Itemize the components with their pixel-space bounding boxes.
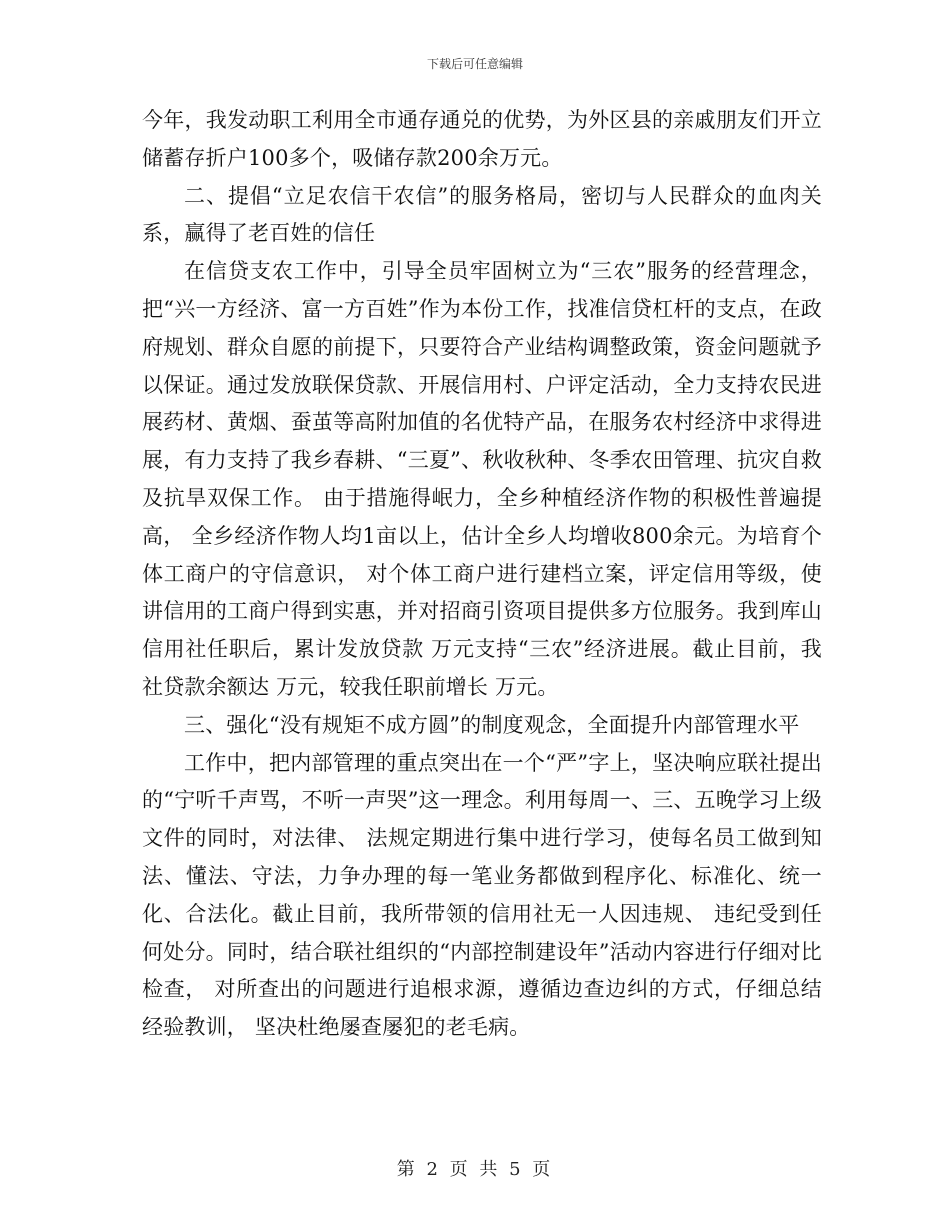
paragraph-continuation: 今年，我发动职工利用全市通存通兑的优势，为外区县的亲戚朋友们开立储蓄存折户100多个，吸储存款200余万元。 <box>142 108 822 170</box>
section-heading-3: 三、强化“没有规矩不成方圆”的制度观念，全面提升内部管理水平 <box>184 712 800 737</box>
paragraph-credit-support: 在信贷支农工作中，引导全员牢固树立为“三农”服务的经营理念，把“兴一方经济、富一方百姓”作为本份工作，找准信贷杠杆的支点，在政府规划、群众自愿的前提下，只要符合产业结构调整政策，资金问题就予以保证。通过发放联保贷款、开展信用村、户评定活动，全力支持农民进展药材、黄烟、蚕茧等高附加值的名优特产品，在服务农村经济中求得进展，有力支持了我乡春耕、“三夏”、秋收秋种、冬季农田管理、抗灾自救及抗旱双保工作。 由于措施得岷力，全乡种植经济作物的积极性普遍提高， 全乡经济作物人均1亩以上，估计全乡人均增收800余元。为培育个体工商户的守信意识， 对个体工商户进行建档立案，评定信用等级，使讲信用的工商户得到实惠，并对招商引资项目提供多方位服务。我到库山信用社任职后，累计发放贷款 万元支持“三农”经济进展。截止目前，我社贷款余额达 万元，较我任职前增长 万元。 <box>142 259 822 699</box>
page-header: 下载后可任意编辑 <box>426 57 523 71</box>
page-number: 第 2 页 共 5 页 <box>396 1159 554 1180</box>
section-heading-2: 二、提倡“立足农信干农信”的服务格局，密切与人民群众的血肉关系，赢得了老百姓的信任 <box>142 183 822 246</box>
paragraph-internal-management: 工作中，把内部管理的重点突出在一个“严”字上，坚决响应联社提出的“宁听千声骂，不听一声哭”这一理念。利用每周一、三、五晚学习上级文件的同时，对法律、 法规定期进行集中进行学习，使每名员工做到知法、懂法、守法，力争办理的每一笔业务都做到程序化、标准化、统一化、合法化。截止目前，我所带领的信用社无一人因违规、 违纪受到任何处分。同时，结合联社组织的“内部控制建设年”活动内容进行仔细对比检查， 对所查出的问题进行追根求源，遵循边查边纠的方式，仔细总结经验教训， 坚决杜绝屡查屡犯的老毛病。 <box>142 750 822 1040</box>
document-body <box>142 102 822 1047</box>
